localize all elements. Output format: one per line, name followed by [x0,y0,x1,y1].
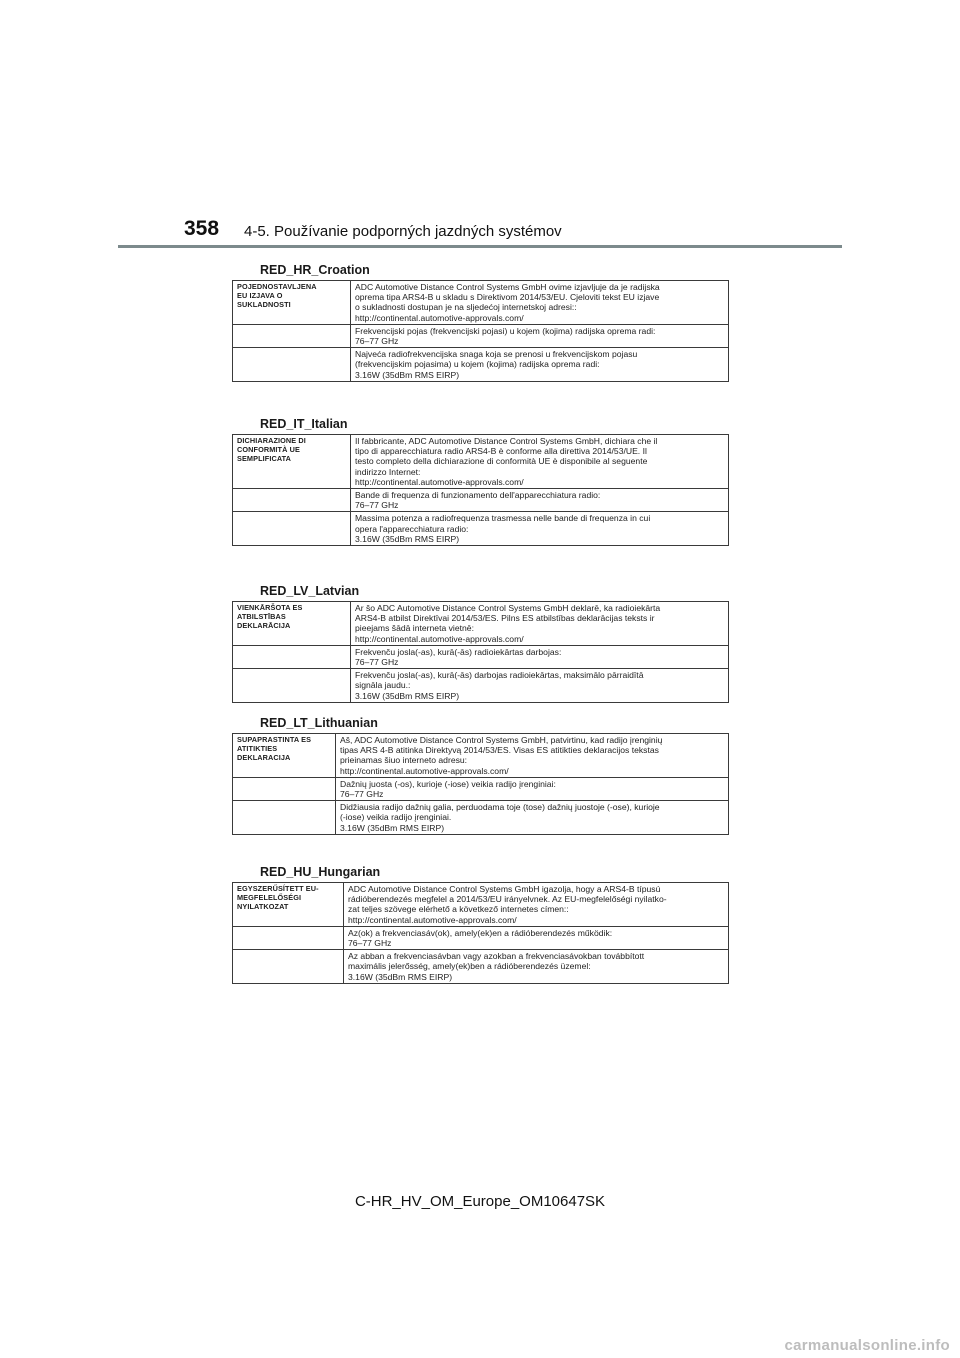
declaration-label-cell [233,602,351,646]
text-line: 3.16W (35dBm RMS EIRP) [355,690,460,701]
section-title-lithuanian: RED_LT_Lithuanian [260,716,378,730]
table-row [233,669,729,703]
text-line: http://continental.automotive-approvals.com/ [340,765,509,776]
declaration-label-cell [233,435,351,489]
label-line: SUPAPRASTINTA ES [237,735,312,744]
text-line: ADC Automotive Distance Control Systems GmbH ovime izjavljuje da je radijska [355,282,660,292]
text-line: 76–77 GHz [355,500,399,511]
section-title-latvian: RED_LV_Latvian [260,584,360,598]
text-line: tipo di apparecchiatura radio ARS4-B è conforme alla direttiva 2014/53/UE. Il [355,446,647,457]
table-row [233,801,729,835]
declaration-text-cell [344,926,729,949]
text-line: signāla jaudu.: [355,680,411,691]
text-line: http://continental.automotive-approvals.com/ [348,914,517,925]
text-line: indirizzo Internet: [355,466,421,477]
header-rule [118,245,842,248]
section-title-italian: RED_IT_Italian [260,417,348,431]
footer-document-code: C-HR_HV_OM_Europe_OM10647SK [354,1193,606,1210]
table-row [233,512,729,546]
text-line: Ar šo ADC Automotive Distance Control Systems GmbH deklarē, ka radioiekārta [355,603,661,613]
label-line: POJEDNOSTAVLJENA [237,282,317,291]
text-line: Frekvenču josla(-as), kurā(-ās) darbojas radioiekārtas, maksimālo pārraidītā [355,670,644,681]
text-line: http://continental.automotive-approvals.com/ [355,476,524,487]
section-title-hungarian: RED_HU_Hungarian [260,865,381,879]
text-line: zat teljes szövege elérhető a következő internetes címen:: [348,904,569,915]
label-line: ATITIKTIES [237,744,278,753]
text-line: testo completo della dichiarazione di conformità UE è disponibile al seguente [355,456,648,467]
declaration-label-cell [233,645,351,668]
label-line: EGYSZERŰSÍTETT EU- [237,884,319,893]
declaration-text-cell [351,669,729,703]
declaration-label-cell [233,734,336,778]
table-row [233,777,729,800]
text-line: (-iose) veikia radijo įrenginiai. [340,812,452,823]
table-row [233,926,729,949]
declaration-table-lithuanian [232,733,729,835]
text-line: Bande di frequenza di funzionamento dell'apparecchiatura radio: [355,490,601,501]
text-line: rádióberendezés megfelel a 2014/53/EU irányelvnek. Az EU-megfelelőségi nyilatko- [348,894,667,905]
text-line: (frekvencijskim pojasima) u kojem (kojima) radijska oprema radi: [355,359,600,370]
table-row [233,348,729,382]
text-line: 3.16W (35dBm RMS EIRP) [355,533,460,544]
text-line: 76–77 GHz [355,336,399,347]
declaration-text-cell [351,281,729,325]
table-row [233,883,729,927]
page-number: 358 [184,217,220,240]
declaration-text-cell [336,801,729,835]
text-line: 3.16W (35dBm RMS EIRP) [355,369,460,380]
table-row [233,734,729,778]
label-line: SEMPLIFICATA [237,454,292,463]
text-line: http://continental.automotive-approvals.com/ [355,312,524,323]
declaration-label-cell [233,777,336,800]
table-row [233,602,729,646]
table-row [233,435,729,489]
declaration-text-cell [351,324,729,347]
label-line: CONFORMITÀ UE [237,445,300,454]
chapter-title: 4-5. Používanie podporných jazdných systémov [244,223,562,240]
label-line: NYILATKOZAT [237,902,289,911]
declaration-table-croatian [232,280,729,382]
table-row [233,950,729,984]
declaration-label-cell [233,281,351,325]
declaration-label-cell [233,801,336,835]
text-line: Il fabbricante, ADC Automotive Distance Control Systems GmbH, dichiara che il [355,436,658,446]
text-line: opera l'apparecchiatura radio: [355,523,469,534]
text-line: Az(ok) a frekvenciasáv(ok), amely(ek)en a rádióberendezés működik: [348,927,613,938]
declaration-text-cell [351,512,729,546]
text-line: 76–77 GHz [348,938,392,949]
label-line: VIENKĀRŠOTA ES [237,603,303,612]
text-line: Az abban a frekvenciasávban vagy azokban a frekvenciasávokban továbbított [348,951,645,962]
declaration-table-italian [232,434,729,546]
label-line: DICHIARAZIONE DI [237,436,306,445]
declaration-text-cell [351,602,729,646]
section-title-croatian: RED_HR_Croation [260,263,370,277]
declaration-text-cell [336,734,729,778]
declaration-label-cell [233,926,344,949]
table-row [233,281,729,325]
text-line: oprema tipa ARS4-B u skladu s Direktivom 2014/53/EU. Cjeloviti tekst EU izjave [355,292,660,303]
declaration-label-cell [233,512,351,546]
label-line: MEGFELELŐSÉGI [237,893,302,902]
site-watermark: carmanualsonline.info [784,1337,950,1354]
label-line: DEKLARACIJA [237,753,291,762]
label-line: EU IZJAVA O [237,291,283,300]
declaration-text-cell [344,950,729,984]
text-line: 76–77 GHz [355,657,399,668]
declaration-text-cell [336,777,729,800]
text-line: 3.16W (35dBm RMS EIRP) [340,822,445,833]
table-row [233,645,729,668]
text-line: o sukladnosti dostupan je na sljedećoj internetskoj adresi:: [355,302,577,313]
declaration-text-cell [351,645,729,668]
declaration-text-cell [351,348,729,382]
declaration-label-cell [233,348,351,382]
declaration-text-cell [351,489,729,512]
label-line: ATBILSTĪBAS [237,612,286,621]
declaration-label-cell [233,324,351,347]
text-line: ARS4-B atbilst Direktīvai 2014/53/ES. Pilns ES atbilstības deklarācijas teksts ir [355,613,655,624]
text-line: Dažnių juosta (-os), kurioje (-iose) veikia radijo įrenginiai: [340,778,556,789]
table-row [233,489,729,512]
text-line: tipas ARS 4-B atitinka Direktyvą 2014/53/ES. Visas ES atitikties deklaracijos tekstas [340,745,659,756]
declaration-label-cell [233,489,351,512]
declaration-label-cell [233,950,344,984]
declaration-table-hungarian [232,882,729,984]
table-row [233,324,729,347]
text-line: Massima potenza a radiofrequenza trasmessa nelle bande di frequenza in cui [355,513,651,524]
declaration-label-cell [233,883,344,927]
text-line: Frekvencijski pojas (frekvencijski pojasi) u kojem (kojima) radijska oprema radi: [355,325,656,336]
text-line: ADC Automotive Distance Control Systems GmbH igazolja, hogy a ARS4-B típusú [348,884,661,894]
text-line: 3.16W (35dBm RMS EIRP) [348,971,453,982]
text-line: 76–77 GHz [340,789,384,800]
text-line: pieejams šādā interneta vietnē: [355,623,474,634]
text-line: http://continental.automotive-approvals.com/ [355,633,524,644]
label-line: DEKLARĀCIJA [237,621,291,630]
text-line: Najveća radiofrekvencijska snaga koja se prenosi u frekvencijskom pojasu [355,349,638,360]
text-line: Frekvenču josla(-as), kurā(-ās) radioiekārtas darbojas: [355,646,562,657]
declaration-label-cell [233,669,351,703]
text-line: maximális jelerősség, amely(ek)ben a rádióberendezés üzemel: [348,961,591,972]
text-line: Aš, ADC Automotive Distance Control Systems GmbH, patvirtinu, kad radijo įrenginių [340,735,663,745]
text-line: prieinamas šiuo interneto adresu: [340,755,468,766]
text-line: Didžiausia radijo dažnių galia, perduodama toje (tose) dažnių juostoje (-ose), kurioje [340,802,660,813]
declaration-table-latvian [232,601,729,703]
declaration-text-cell [344,883,729,927]
declaration-text-cell [351,435,729,489]
label-line: SUKLADNOSTI [237,300,291,309]
